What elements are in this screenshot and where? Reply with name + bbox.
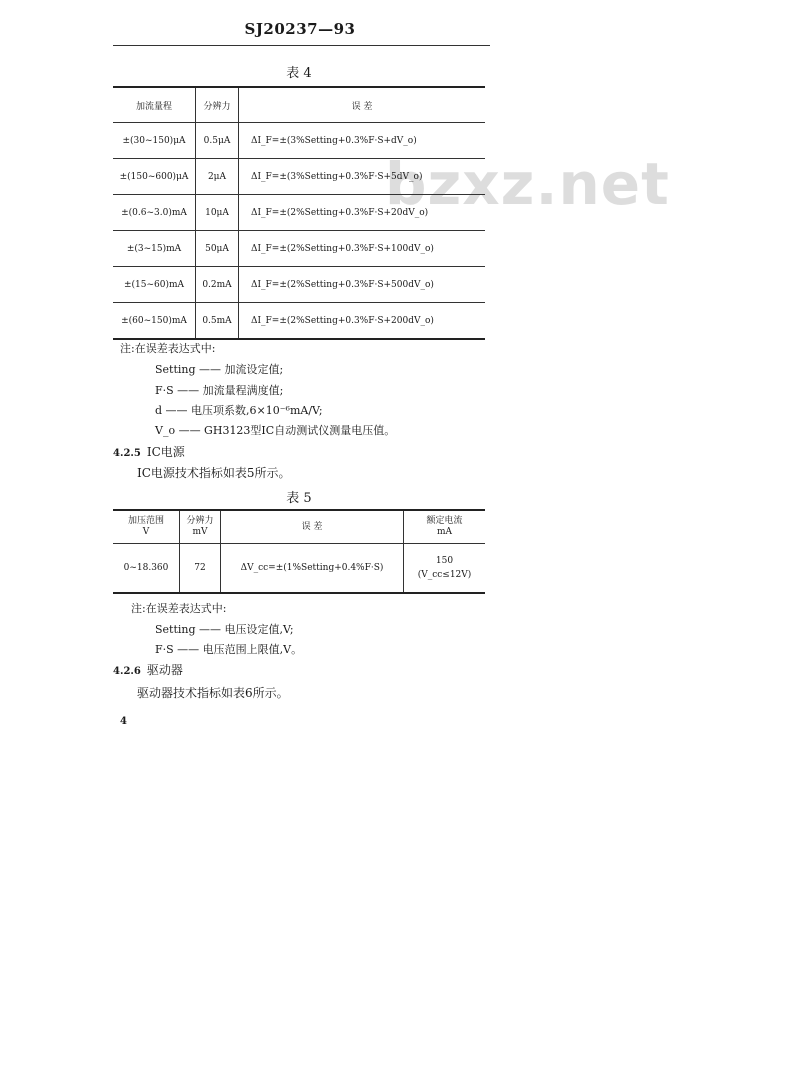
table5-col-error: 误 差 [221, 510, 404, 544]
table4-col-error: 误 差 [239, 87, 486, 123]
table5-col-current [404, 510, 486, 544]
header-rule [113, 45, 490, 46]
table4-cell-error: ΔI_F=±(2%Setting+0.3%F·S+200dV_o) [239, 303, 486, 340]
notes4-item: F·S —— 加流量程满度值; [155, 384, 284, 397]
table4-cell-resolution: 0.5μA [196, 123, 239, 159]
table5-header-row [113, 510, 485, 544]
watermark: bzxz.net [385, 150, 670, 218]
notes4-item: Setting —— 加流设定值; [155, 363, 284, 376]
table4-header-row [113, 87, 485, 123]
table-row [113, 231, 485, 267]
table4-cell-resolution: 10μA [196, 195, 239, 231]
table5-col-range [113, 510, 180, 544]
section-425-heading [113, 443, 185, 460]
table5-cell-range: 0~18.360 [113, 544, 180, 594]
table4-cell-range: ±(150~600)μA [113, 159, 196, 195]
table5-col-current-unit: mA [436, 527, 453, 537]
section-425-body: IC电源技术指标如表5所示。 [137, 466, 291, 480]
table4-col-range: 加流量程 [113, 87, 196, 123]
table4-cell-resolution: 0.2mA [196, 267, 239, 303]
section-426-heading [113, 661, 183, 678]
table4-col-resolution: 分辨力 [196, 87, 239, 123]
table4-cell-range: ±(0.6~3.0)mA [113, 195, 196, 231]
table5-col-range-unit: V [142, 527, 150, 537]
table4-cell-range: ±(30~150)μA [113, 123, 196, 159]
table4-cell-range: ±(3~15)mA [113, 231, 196, 267]
notes4-item: V_o —— GH3123型IC自动测试仪测量电压值。 [155, 424, 396, 437]
table4-cell-error: ΔI_F=±(2%Setting+0.3%F·S+500dV_o) [239, 267, 486, 303]
table5-current-value: 150 [435, 555, 454, 566]
notes5-item: Setting —— 电压设定值,V; [155, 623, 294, 636]
table-row [113, 267, 485, 303]
table4-cell-error: ΔI_F=±(3%Setting+0.3%F·S+dV_o) [239, 123, 486, 159]
table4-cell-error: ΔI_F=±(2%Setting+0.3%F·S+100dV_o) [239, 231, 486, 267]
table5-col-resolution [180, 510, 221, 544]
notes4-intro: 注:在误差表达式中: [120, 342, 216, 355]
header-title: SJ20237—93 [244, 20, 356, 38]
section-426-body: 驱动器技术指标如表6所示。 [137, 686, 289, 700]
page-number: 4 [120, 716, 127, 727]
table4-cell-range: ±(60~150)mA [113, 303, 196, 340]
section-425-title: IC电源 [146, 445, 185, 459]
notes5-intro: 注:在误差表达式中: [131, 602, 227, 615]
table5-col-resolution-unit: mV [192, 527, 208, 537]
table5-cell-error: ΔV_cc=±(1%Setting+0.4%F·S) [221, 544, 404, 594]
section-426-number: 4.2.6 [113, 666, 141, 677]
table4-cell-range: ±(15~60)mA [113, 267, 196, 303]
table4-cell-resolution: 0.5mA [196, 303, 239, 340]
table-row [113, 303, 485, 340]
table5-current-condition: (V_cc≤12V) [417, 570, 472, 580]
table4-cell-error: ΔI_F=±(3%Setting+0.3%F·S+5dV_o) [239, 159, 486, 195]
table5-caption: 表 5 [286, 491, 312, 506]
table-row [113, 123, 485, 159]
table-row [113, 195, 485, 231]
table4-cell-error: ΔI_F=±(2%Setting+0.3%F·S+20dV_o) [239, 195, 486, 231]
section-426-title: 驱动器 [146, 663, 183, 677]
table4 [113, 86, 485, 340]
table4-caption: 表 4 [286, 66, 312, 81]
table5-cell-current [404, 544, 486, 594]
table5-col-current-label: 额定电流 [426, 516, 463, 527]
table5-cell-resolution: 72 [180, 544, 221, 594]
notes4-item: d —— 电压项系数,6×10⁻⁶mA/V; [155, 404, 323, 417]
section-425-number: 4.2.5 [113, 448, 141, 459]
table4-cell-resolution: 2μA [196, 159, 239, 195]
table4-cell-resolution: 50μA [196, 231, 239, 267]
table5-col-range-label: 加压范围 [127, 516, 164, 527]
table5 [113, 509, 485, 594]
table5-col-resolution-label: 分辨力 [186, 516, 214, 527]
notes5-item: F·S —— 电压范围上限值,V。 [155, 643, 303, 656]
table-row [113, 159, 485, 195]
table-row [113, 544, 485, 594]
